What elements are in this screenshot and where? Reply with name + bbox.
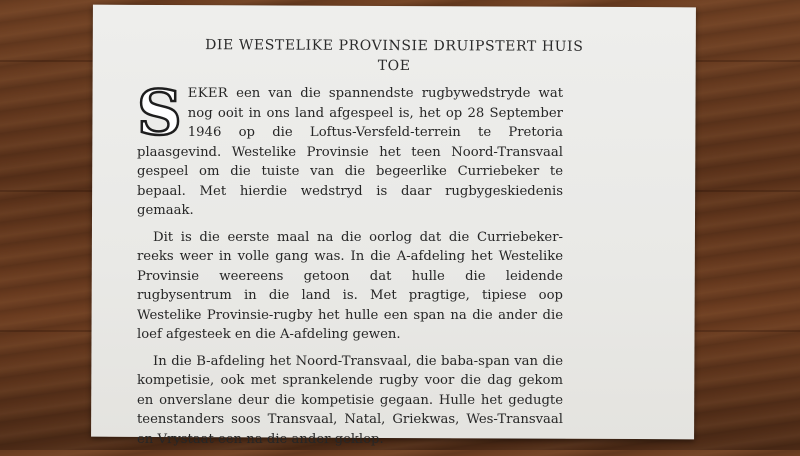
title-line-2: TOE [377, 57, 411, 75]
title-line-1: DIE WESTELIKE PROVINSIE DRUIPSTERT HUIS [205, 37, 584, 55]
paragraph-2: Dit is die eerste maal na die oorlog dat die Curriebeker-reeks weer in volle gang was. In die A-afdeling het Westelike Provinsie weereens getoon dat hulle die leidende rugbysentrum in die land is. Met pragtige, tipiese oop Westelike Provinsie-rugby het hulle een span na die ander die loef afgesteek en die A-afdeling gewen. [137, 229, 563, 342]
first-word-rest: EKER [187, 86, 229, 101]
article-title [93, 35, 696, 78]
paragraph-1 [137, 76, 563, 221]
paragraph-3: In die B-afdeling het Noord-Transvaal, die baba-span van die kompetisie, ook met sprankelende rugby voor die dag gekom en onverslane deur die kompetisie gegaan. Hulle het gedugte teenstanders soos Transvaal, Natal, Griekwas, Wes-Transvaal en Vrystaat een na die ander geklop. [137, 353, 563, 447]
paragraph-1-text: een van die spannendste rugbywedstryde wat nog ooit in ons land afgespeel is, het op 28 September 1946 op die Loftus-Versfeld-terrein te Pretoria plaasgevind. Westelike Provinsie het teen Noord-Transvaal gespeel om die tuiste van die begeerlike Curriebeker te bepaal. Met hierdie wedstryd is daar rugbygeskiedenis gemaak. [137, 86, 563, 218]
drop-cap: S [137, 76, 182, 149]
article-body [137, 76, 563, 456]
